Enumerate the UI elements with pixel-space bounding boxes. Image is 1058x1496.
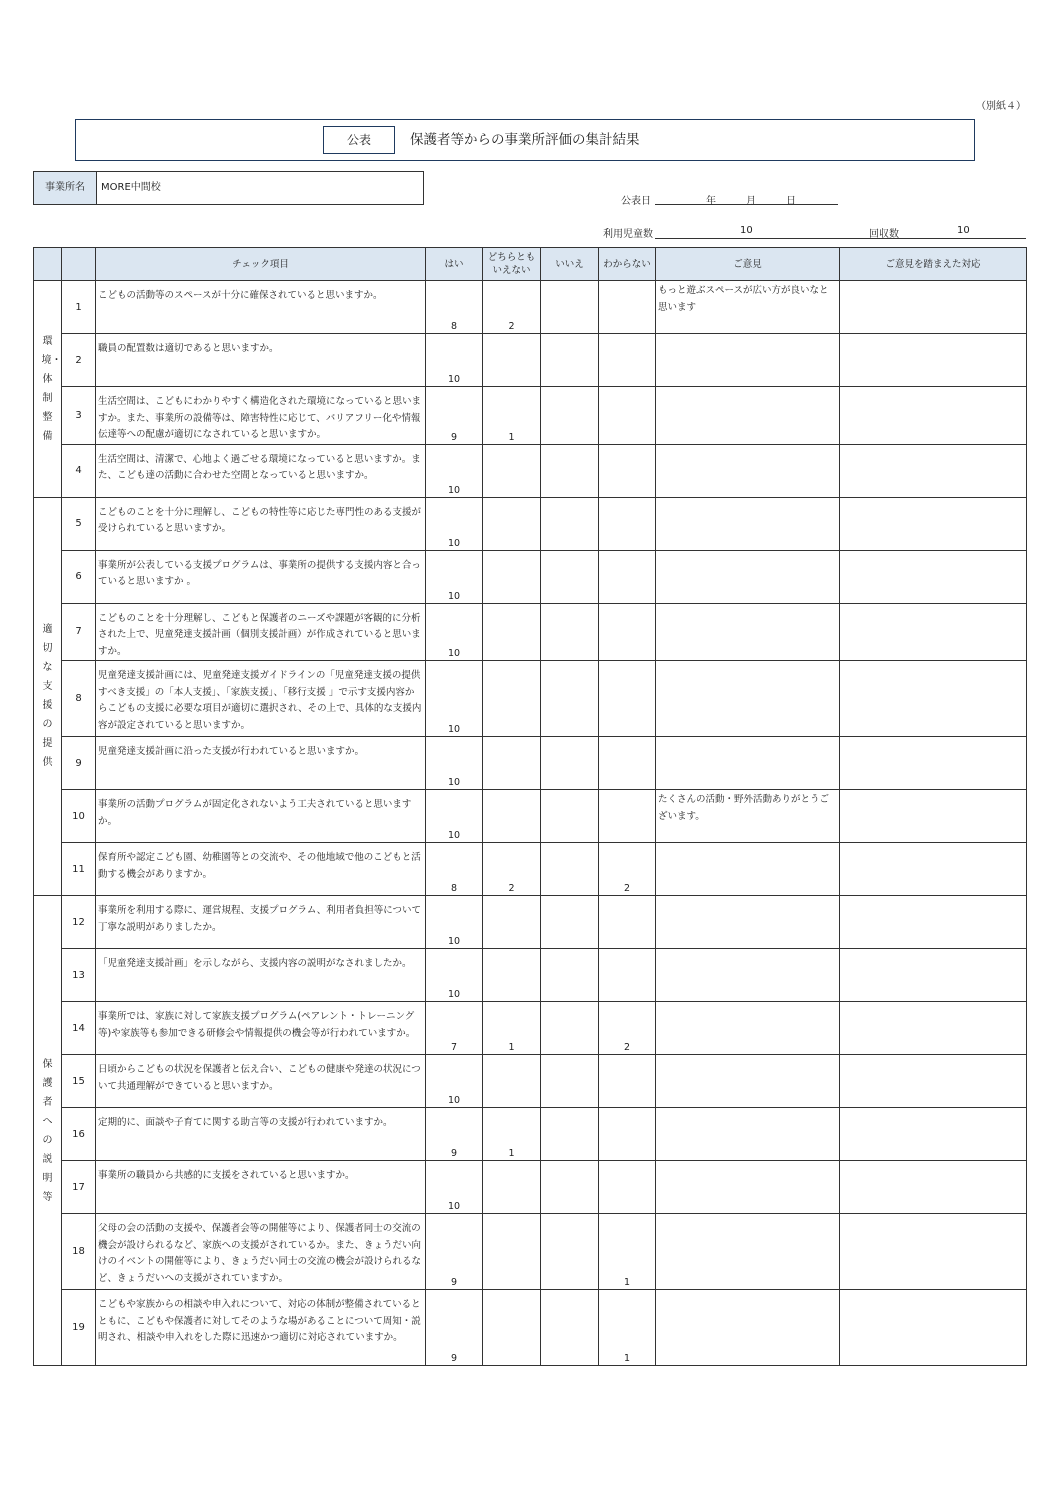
item-number: 4 bbox=[62, 444, 96, 497]
item-number: 8 bbox=[62, 661, 96, 737]
response-cell bbox=[840, 387, 1027, 445]
section-label-text: 適切な支援の提供 bbox=[42, 624, 53, 769]
opinion-cell bbox=[656, 661, 840, 737]
check-item-text: 事業所では、家族に対して家族支援プログラム(ペアレント・トレーニング等)や家族等も参加できる研修会や情報提供の機会等が行われていますか。 bbox=[96, 1002, 426, 1055]
check-item-text: 父母の会の活動の支援や、保護者会等の開催等により、保護者同士の交流の機会が設けられるなど、家族への支援がされているか。また、きょうだい向けのイベントの開催等により、きょうだい同士の交流の機会が設けられるなど、きょうだいへの支援がされていますか。 bbox=[96, 1214, 426, 1290]
count-yes: 10 bbox=[426, 896, 483, 949]
count-unknown bbox=[599, 1161, 656, 1214]
children-count-value: 10 bbox=[740, 225, 753, 236]
header-number-blank bbox=[62, 248, 96, 281]
count-no bbox=[541, 896, 599, 949]
count-no bbox=[541, 444, 599, 497]
count-neither: 1 bbox=[483, 1002, 541, 1055]
table-row bbox=[34, 550, 1027, 603]
count-yes: 9 bbox=[426, 1108, 483, 1161]
section-label bbox=[34, 497, 62, 896]
header-response: ご意見を踏まえた対応 bbox=[840, 248, 1027, 281]
counts-underline bbox=[655, 238, 1026, 239]
opinion-cell bbox=[656, 603, 840, 661]
count-yes: 7 bbox=[426, 1002, 483, 1055]
table-row bbox=[34, 843, 1027, 896]
opinion-cell bbox=[656, 843, 840, 896]
opinion-cell bbox=[656, 1055, 840, 1108]
count-unknown bbox=[599, 1108, 656, 1161]
item-number: 1 bbox=[62, 281, 96, 334]
table-header-row bbox=[34, 248, 1027, 281]
count-unknown bbox=[599, 281, 656, 334]
publish-date-label: 公表日 bbox=[621, 196, 651, 207]
check-item-text: 事業所を利用する際に、運営規程、支援プログラム、利用者負担等について丁寧な説明がありましたか。 bbox=[96, 896, 426, 949]
header-neither-line2: いえない bbox=[492, 265, 531, 276]
publish-day-label: 日 bbox=[786, 196, 796, 207]
header-neither-line1: どちらとも bbox=[487, 252, 536, 263]
check-item-text: 「児童発達支援計画」を示しながら、支援内容の説明がなされましたか。 bbox=[96, 949, 426, 1002]
opinion-cell bbox=[656, 737, 840, 790]
count-neither: 2 bbox=[483, 843, 541, 896]
count-neither: 1 bbox=[483, 1108, 541, 1161]
count-neither: 1 bbox=[483, 387, 541, 445]
check-item-text: 事業所の活動プログラムが固定化されないよう工夫されていると思いますか。 bbox=[96, 790, 426, 843]
children-count-label: 利用児童数 bbox=[603, 229, 653, 240]
count-unknown: 2 bbox=[599, 843, 656, 896]
table-row bbox=[34, 737, 1027, 790]
count-yes: 10 bbox=[426, 497, 483, 550]
count-no bbox=[541, 843, 599, 896]
table-row bbox=[34, 281, 1027, 334]
opinion-cell bbox=[656, 387, 840, 445]
count-unknown bbox=[599, 444, 656, 497]
count-unknown bbox=[599, 949, 656, 1002]
count-yes: 10 bbox=[426, 949, 483, 1002]
table-row bbox=[34, 1002, 1027, 1055]
count-unknown bbox=[599, 550, 656, 603]
count-no bbox=[541, 497, 599, 550]
check-item-text: 児童発達支援計画に沿った支援が行われていると思いますか。 bbox=[96, 737, 426, 790]
count-unknown bbox=[599, 334, 656, 387]
item-number: 5 bbox=[62, 497, 96, 550]
response-cell bbox=[840, 896, 1027, 949]
header-neither bbox=[483, 248, 541, 281]
table-row bbox=[34, 790, 1027, 843]
item-number: 19 bbox=[62, 1290, 96, 1366]
office-name-box bbox=[33, 171, 424, 205]
header-no: いいえ bbox=[541, 248, 599, 281]
table-row bbox=[34, 334, 1027, 387]
count-yes: 10 bbox=[426, 661, 483, 737]
publish-year-label: 年 bbox=[706, 196, 716, 207]
count-no bbox=[541, 281, 599, 334]
count-yes: 10 bbox=[426, 1055, 483, 1108]
section-label bbox=[34, 896, 62, 1366]
response-cell bbox=[840, 1055, 1027, 1108]
count-neither bbox=[483, 444, 541, 497]
table-row bbox=[34, 949, 1027, 1002]
count-yes: 10 bbox=[426, 737, 483, 790]
count-unknown bbox=[599, 387, 656, 445]
count-yes: 10 bbox=[426, 1161, 483, 1214]
office-name-label: 事業所名 bbox=[34, 172, 97, 204]
count-unknown bbox=[599, 661, 656, 737]
item-number: 16 bbox=[62, 1108, 96, 1161]
table-row bbox=[34, 1214, 1027, 1290]
count-unknown bbox=[599, 1055, 656, 1108]
header-section-blank bbox=[34, 248, 62, 281]
table-row bbox=[34, 603, 1027, 661]
response-cell bbox=[840, 949, 1027, 1002]
count-neither bbox=[483, 1161, 541, 1214]
count-yes: 9 bbox=[426, 1214, 483, 1290]
count-no bbox=[541, 1108, 599, 1161]
count-no bbox=[541, 1161, 599, 1214]
count-neither bbox=[483, 661, 541, 737]
opinion-cell bbox=[656, 896, 840, 949]
count-neither bbox=[483, 497, 541, 550]
count-yes: 10 bbox=[426, 334, 483, 387]
header-yes: はい bbox=[426, 248, 483, 281]
publish-date-underline bbox=[655, 204, 838, 205]
table-row bbox=[34, 1108, 1027, 1161]
check-item-text: 生活空間は、清潔で、心地よく過ごせる環境になっていると思いますか。また、こども達の活動に合わせた空間となっていると思いますか。 bbox=[96, 444, 426, 497]
title-box bbox=[75, 119, 975, 161]
check-item-text: 日頃からこどもの状況を保護者と伝え合い、こどもの健康や発達の状況について共通理解ができていると思いますか。 bbox=[96, 1055, 426, 1108]
annex-label: （別紙４） bbox=[976, 101, 1026, 112]
response-cell bbox=[840, 737, 1027, 790]
count-yes: 10 bbox=[426, 603, 483, 661]
response-cell bbox=[840, 550, 1027, 603]
item-number: 11 bbox=[62, 843, 96, 896]
count-neither bbox=[483, 1055, 541, 1108]
header-unknown: わからない bbox=[599, 248, 656, 281]
count-no bbox=[541, 1055, 599, 1108]
opinion-cell: もっと遊ぶスペースが広い方が良いなと思います bbox=[656, 281, 840, 334]
table-row bbox=[34, 444, 1027, 497]
response-cell bbox=[840, 1290, 1027, 1366]
count-yes: 10 bbox=[426, 790, 483, 843]
count-neither bbox=[483, 1214, 541, 1290]
opinion-cell bbox=[656, 1214, 840, 1290]
count-unknown: 1 bbox=[599, 1214, 656, 1290]
responses-value: 10 bbox=[957, 225, 970, 236]
opinion-cell bbox=[656, 497, 840, 550]
response-cell bbox=[840, 843, 1027, 896]
opinion-cell bbox=[656, 949, 840, 1002]
count-yes: 9 bbox=[426, 1290, 483, 1366]
item-number: 14 bbox=[62, 1002, 96, 1055]
count-unknown bbox=[599, 896, 656, 949]
item-number: 10 bbox=[62, 790, 96, 843]
count-yes: 9 bbox=[426, 387, 483, 445]
opinion-cell bbox=[656, 1002, 840, 1055]
count-no bbox=[541, 387, 599, 445]
count-neither bbox=[483, 896, 541, 949]
count-neither: 2 bbox=[483, 281, 541, 334]
response-cell bbox=[840, 603, 1027, 661]
table-row bbox=[34, 387, 1027, 445]
table-row bbox=[34, 896, 1027, 949]
item-number: 12 bbox=[62, 896, 96, 949]
item-number: 2 bbox=[62, 334, 96, 387]
opinion-cell: たくさんの活動・野外活動ありがとうございます。 bbox=[656, 790, 840, 843]
table-row bbox=[34, 1161, 1027, 1214]
count-no bbox=[541, 334, 599, 387]
header-check-item: チェック項目 bbox=[96, 248, 426, 281]
check-item-text: 保育所や認定こども園、幼稚園等との交流や、その他地域で他のこどもと活動する機会がありますか。 bbox=[96, 843, 426, 896]
page-title: 保護者等からの事業所評価の集計結果 bbox=[410, 132, 640, 148]
count-yes: 10 bbox=[426, 550, 483, 603]
response-cell bbox=[840, 661, 1027, 737]
count-neither bbox=[483, 790, 541, 843]
response-cell bbox=[840, 497, 1027, 550]
check-item-text: 事業所が公表している支援プログラムは、事業所の提供する支援内容と合っていると思いますか 。 bbox=[96, 550, 426, 603]
count-yes: 10 bbox=[426, 444, 483, 497]
count-unknown: 1 bbox=[599, 1290, 656, 1366]
item-number: 7 bbox=[62, 603, 96, 661]
check-item-text: こどもや家族からの相談や申入れについて、対応の体制が整備されているとともに、こどもや保護者に対してそのような場があることについて周知・説明され、相談や申入れをした際に迅速かつ適切に対応されていますか。 bbox=[96, 1290, 426, 1366]
publish-month-label: 月 bbox=[746, 196, 756, 207]
count-yes: 8 bbox=[426, 281, 483, 334]
section-label-text: 環境・体制整備 bbox=[41, 335, 62, 442]
item-number: 3 bbox=[62, 387, 96, 445]
table-row bbox=[34, 661, 1027, 737]
check-item-text: こどものことを十分に理解し、こどもの特性等に応じた専門性のある支援が受けられていると思いますか。 bbox=[96, 497, 426, 550]
count-no bbox=[541, 949, 599, 1002]
response-cell bbox=[840, 1108, 1027, 1161]
check-item-text: こどものことを十分理解し、こどもと保護者のニーズや課題が客観的に分析された上で、児童発達支援計画（個別支援計画）が作成されていると思いますか。 bbox=[96, 603, 426, 661]
response-cell bbox=[840, 1161, 1027, 1214]
opinion-cell bbox=[656, 1161, 840, 1214]
check-item-text: 定期的に、面談や子育てに関する助言等の支援が行われていますか。 bbox=[96, 1108, 426, 1161]
responses-label: 回収数 bbox=[869, 229, 899, 240]
check-item-text: 事業所の職員から共感的に支援をされていると思いますか。 bbox=[96, 1161, 426, 1214]
item-number: 9 bbox=[62, 737, 96, 790]
table-row bbox=[34, 497, 1027, 550]
office-name-value: MORE中間校 bbox=[101, 182, 161, 193]
section-label-text: 保護者への説明等 bbox=[42, 1058, 53, 1203]
count-neither bbox=[483, 949, 541, 1002]
check-item-text: 児童発達支援計画には、児童発達支援ガイドラインの「児童発達支援の提供すべき支援」の「本人支援」、「家族支援」、「移行支援 」で示す支援内容からこどもの支援に必要な項目が適切に選択され、その上で、具体的な支援内容が設定されていると思いますか。 bbox=[96, 661, 426, 737]
count-neither bbox=[483, 603, 541, 661]
item-number: 17 bbox=[62, 1161, 96, 1214]
count-unknown bbox=[599, 603, 656, 661]
opinion-cell bbox=[656, 1108, 840, 1161]
check-item-text: 生活空間は、こどもにわかりやすく構造化された環境になっていると思いますか。また、事業所の設備等は、障害特性に応じて、バリアフリー化や情報伝達等への配慮が適切になされていると思いますか。 bbox=[96, 387, 426, 445]
response-cell bbox=[840, 1214, 1027, 1290]
opinion-cell bbox=[656, 334, 840, 387]
count-neither bbox=[483, 737, 541, 790]
count-unknown: 2 bbox=[599, 1002, 656, 1055]
table-row bbox=[34, 1290, 1027, 1366]
response-cell bbox=[840, 790, 1027, 843]
item-number: 13 bbox=[62, 949, 96, 1002]
public-tag: 公表 bbox=[323, 126, 395, 154]
count-yes: 8 bbox=[426, 843, 483, 896]
count-no bbox=[541, 1290, 599, 1366]
section-label bbox=[34, 281, 62, 498]
table-row bbox=[34, 1055, 1027, 1108]
count-no bbox=[541, 550, 599, 603]
header-opinion: ご意見 bbox=[656, 248, 840, 281]
count-no bbox=[541, 737, 599, 790]
check-item-text: こどもの活動等のスペースが十分に確保されていると思いますか。 bbox=[96, 281, 426, 334]
evaluation-table bbox=[33, 247, 1027, 1366]
opinion-cell bbox=[656, 1290, 840, 1366]
count-neither bbox=[483, 334, 541, 387]
response-cell bbox=[840, 444, 1027, 497]
item-number: 15 bbox=[62, 1055, 96, 1108]
count-unknown bbox=[599, 497, 656, 550]
opinion-cell bbox=[656, 550, 840, 603]
item-number: 18 bbox=[62, 1214, 96, 1290]
count-no bbox=[541, 603, 599, 661]
response-cell bbox=[840, 334, 1027, 387]
count-no bbox=[541, 790, 599, 843]
count-no bbox=[541, 1002, 599, 1055]
count-no bbox=[541, 1214, 599, 1290]
count-unknown bbox=[599, 790, 656, 843]
opinion-cell bbox=[656, 444, 840, 497]
check-item-text: 職員の配置数は適切であると思いますか。 bbox=[96, 334, 426, 387]
count-neither bbox=[483, 550, 541, 603]
response-cell bbox=[840, 281, 1027, 334]
response-cell bbox=[840, 1002, 1027, 1055]
item-number: 6 bbox=[62, 550, 96, 603]
count-no bbox=[541, 661, 599, 737]
count-neither bbox=[483, 1290, 541, 1366]
count-unknown bbox=[599, 737, 656, 790]
